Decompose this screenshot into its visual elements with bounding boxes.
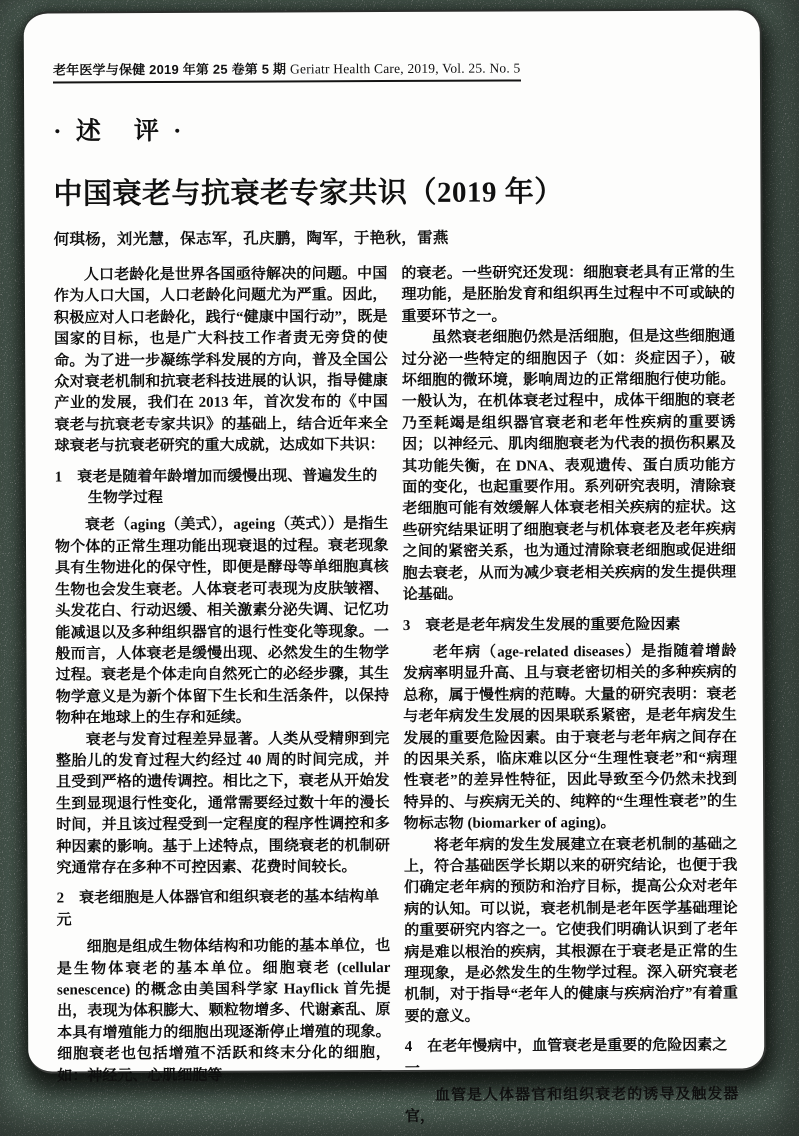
column-type-label: · 述 评 · — [53, 117, 186, 146]
section-4-paragraph: 血管是人体器官和组织衰老的诱导及触发器官， — [404, 1086, 739, 1126]
section-3-paragraph: 老年病（age-related diseases）是指随着增龄发病率明显升高、且与衰老密切相关的多种疾病的总称，属于慢性病的范畴。大量的研究表明：衰老与老年病发生发展的因果联系紧密，是老年病发生发展的重要危险因素。由于衰老与老年病之间存在的因果关系，临床难以区分“生理性衰老”和“病理性衰老”的差异性特征，因此导致至今仍然未找到特异的、与疾病无关的、纯粹的“生理性衰老”的生物标志物 (biomarker of aging)。 — [403, 643, 738, 833]
journal-page — [24, 8, 767, 1126]
section-3-heading: 3 衰老是老年病发生发展的重要危险因素 — [402, 616, 681, 634]
left-column — [54, 264, 391, 1130]
article-body — [54, 263, 739, 1131]
section-1-paragraph: 衰老（aging（美式），ageing（英式））是指生物个体的正常生理功能出现衰退的过程。衰老现象具有生物进化的保守性，即便是酵母等单细胞真核生物也会发生衰老。人体衰老可表现为皮肤皱褶、头发花白、行动迟缓、相关激素分泌失调、记忆功能减退以及多种组织器官的退行性变化等现象。一般而言，人体衰老是缓慢出现、必然发生的生物学过程。衰老是个体走向自然死亡的必经步骤，其生物学意义是为新个体留下生长和生活条件，以保持物种在地球上的生存和延续。 — [54, 516, 390, 727]
section-1-paragraph: 衰老与发育过程差异显著。人类从受精卵到完整胎儿的发育过程大约经过 40 周的时间完成，并且受到严格的遗传调控。相比之下，衰老从开始发生到显现退行性变化，通常需要经过数十年的漫长时间，并且该过程受到一定程度的程序性调控和多种因素的影响。基于上述特点，围绕衰老的机制研究通常存在多种不可控因素、花费时间较长。 — [55, 730, 390, 877]
journal-issue-cn: 老年医学与保健 2019 年第 25 卷第 5 期 — [52, 61, 291, 78]
section-4-heading: 4 在老年慢病中，血管衰老是重要的危险因素之一 — [404, 1037, 728, 1077]
section-2-paragraph: 虽然衰老细胞仍然是活细胞，但是这些细胞通过分泌一些特定的细胞因子（如：炎症因子），破坏细胞的微环境，影响周边的正常细胞行使功能。一般认为，在机体衰老过程中，成体干细胞的衰老乃至耗竭是组织器官衰老和老年性疾病的重要诱因；以神经元、肌肉细胞衰老为代表的损伤积累及其功能失衡，在 DNA、表观遗传、蛋白质功能方面的变化，也起重要作用。系列研究表明，清除衰老细胞可能有效缓解人体衰老相关疾病的症状。这些研究结果证明了细胞衰老与机体衰老及老年疾病之间的紧密关系，也为通过清除衰老细胞或促进细胞去衰老，从而为减少衰老相关疾病的发生提供理论基础。 — [401, 328, 737, 604]
right-column — [401, 263, 738, 1129]
intro-paragraph: 人口老龄化是世界各国亟待解决的问题。中国作为人口大国，人口老龄化问题尤为严重。因此，积极应对人口老龄化，践行“健康中国行动”，既是国家的目标，也是广大科技工作者责无旁贷的使命。为了进一步凝练学科发展的方向，普及全国公众对衰老机制和抗衰老科技进展的认识，指导健康产业的发展，我们在 2013 年，首次发布的《中国衰老与抗衰老专家共识》的基础上，结合近年来全球衰老与抗衰老研究的重大成就，达成如下共识： — [53, 266, 389, 455]
journal-header — [53, 57, 521, 83]
section-2-paragraph-continuation: 的衰老。一些研究还发现：细胞衰老具有正常的生理功能，是胚胎发育和组织再生过程中不可或缺的重要环节之一。 — [401, 264, 735, 325]
journal-issue-en: Geriatr Health Care, 2019, Vol. 25. No. 5 — [290, 60, 521, 77]
section-2-paragraph: 细胞是组成生物体结构和功能的基本单位，也是生物体衰老的基本单位。细胞衰老 (cellular senescence) 的概念由美国科学家 Hayflick 首先提出，表现为体积膨大、颗粒物增多、代谢紊乱、原本具有增殖能力的细胞出现逐渐停止增殖的现象。细胞衰老也包括增殖不活跃和终末分化的细胞，如：神经元、心肌细胞等 — [56, 938, 391, 1085]
article-title: 中国衰老与抗衰老专家共识（2019 年） — [53, 176, 564, 211]
section-3-paragraph: 将老年病的发生发展建立在衰老机制的基础之上，符合基础医学长期以来的研究结论，也便于我们确定老年病的预防和治疗目标，提高公众对老年病的认知。可以说，衰老机制是老年医学基础理论的重要研究内容之一。它使我们明确认识到了老年病是难以根治的疾病，其根源在于衰老是正常的生理现象，是必然发生的生物学过程。深入研究衰老机制，对于指导“老年人的健康与疾病治疗”有着重要的意义。 — [403, 836, 739, 1025]
section-2-heading: 2 衰老细胞是人体器官和组织衰老的基本结构单元 — [56, 889, 380, 929]
authors-line: 何琪杨，刘光慧，保志军，孔庆鹏，陶军，于艳秋，雷燕 — [53, 229, 449, 249]
section-1-heading: 1 衰老是随着年龄增加而缓慢出现、普遍发生的生物学过程 — [54, 467, 378, 507]
